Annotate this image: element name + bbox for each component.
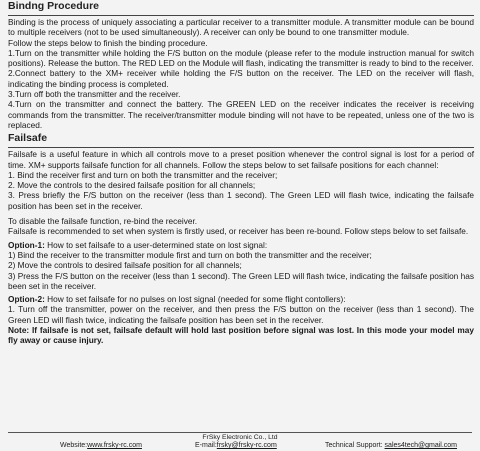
failsafe-disable: To disable the failsafe function, re-bind the receiver. (8, 216, 198, 227)
failsafe-recommend: Failsafe is recommended to set when system is firstly used, or receiver has been re-bound. Follow steps below to set failsafe. (8, 226, 469, 237)
option-2-step-1: 1. Turn off the transmitter, power on the receiver, and then press the F/S button on the receiver (less than 1 second). The Green LED will flash twice, indicating the failsafe position has been set in the receiver. (8, 304, 474, 325)
support-info (325, 442, 457, 449)
footer-divider (8, 432, 472, 433)
binding-step-3: 3.Turn off both the transmitter and the receiver. (8, 89, 181, 100)
footer (0, 434, 480, 451)
binding-intro: Binding is the process of uniquely associating a particular receiver to a transmitter module. A transmitter module can be bound to multiple receivers (not to be used simultaneously). A receiver can only be bound to one transmitter module. (8, 17, 474, 38)
option-1-heading (8, 240, 474, 250)
failsafe-note: Note: If failsafe is not set, failsafe default will hold last position before signal was lost. In this mode your model may fly away or cause injury. (8, 325, 474, 346)
support-link[interactable]: sales4tech@gmail.com (384, 442, 458, 449)
option-1-step-2: 2) Move the controls to desired failsafe position for all channels; (8, 260, 242, 271)
manual-page (8, 0, 474, 346)
section-divider (8, 147, 474, 148)
binding-step-4: 4.Turn on the transmitter and connect the battery. The GREEN LED on the receiver indicates the receiver is receiving commands from the transmitter. The receiver/transmitter module binding will not have to be repeated, unless one of the two is replaced. (8, 99, 474, 130)
website-info (60, 442, 142, 449)
binding-section-title: Bindng Procedure (8, 0, 100, 12)
failsafe-section-title: Failsafe (8, 132, 48, 145)
failsafe-step-1: 1. Bind the receiver first and turn on both the transmitter and the receiver; (8, 169, 278, 180)
option-1-label: Option-1: (8, 239, 45, 250)
email-info (195, 442, 277, 449)
binding-step-2: 2.Connect battery to the XM+ receiver while holding the F/S button on the receiver. The LED on the receiver will flash, indicating the binding process is completed. (8, 68, 474, 89)
failsafe-step-2: 2. Move the controls to the desired failsafe position for all channels; (8, 180, 256, 191)
option-1-text: How to set failsafe to a user-determined state on lost signal: (44, 239, 268, 250)
website-label: Website: (60, 442, 88, 449)
website-link[interactable]: www.frsky-rc.com (87, 442, 142, 449)
email-link[interactable]: frsky@frsky-rc.com (216, 442, 277, 449)
section-divider (8, 15, 474, 16)
binding-follow-steps: Follow the steps below to finish the binding procedure. (8, 37, 208, 48)
failsafe-step-3: 3. Press briefly the F/S button on the receiver (less than 1 second). The Green LED will flash twice, indicating the failsafe position has been set in the receiver. (8, 190, 474, 211)
company-name: FrSky Electronic Co., Ltd (202, 434, 278, 441)
option-2-text: How to set failsafe for no pulses on lost signal (needed for some flight contollers): (44, 294, 346, 305)
option-1-step-3: 3) Press the F/S button on the receiver (less than 1 second). The Green LED will flash twice, indicating the failsafe position has been set in the receiver. (8, 270, 474, 291)
failsafe-intro: Failsafe is a useful feature in which all controls move to a preset position whenever the control signal is lost for a period of time. XM+ supports failsafe function for all channels. Follow the steps below to set failsafe positions for each channel: (8, 149, 474, 170)
email-label: E-mail: (195, 442, 217, 449)
binding-step-1: 1.Turn on the transmitter while holding the F/S button on the module (please refer to the module instruction manual for switch positions). Release the button. The RED LED on the Module will flash, indicating the transmitter is ready to bind to the receiver. (8, 47, 474, 69)
support-label: Technical Support: (325, 442, 385, 449)
option-1-step-1: 1) Bind the receiver to the transmitter module first and turn on both the transmitter and the receiver; (8, 249, 372, 260)
option-2-label: Option-2: (8, 294, 45, 305)
option-2-heading (8, 294, 474, 304)
